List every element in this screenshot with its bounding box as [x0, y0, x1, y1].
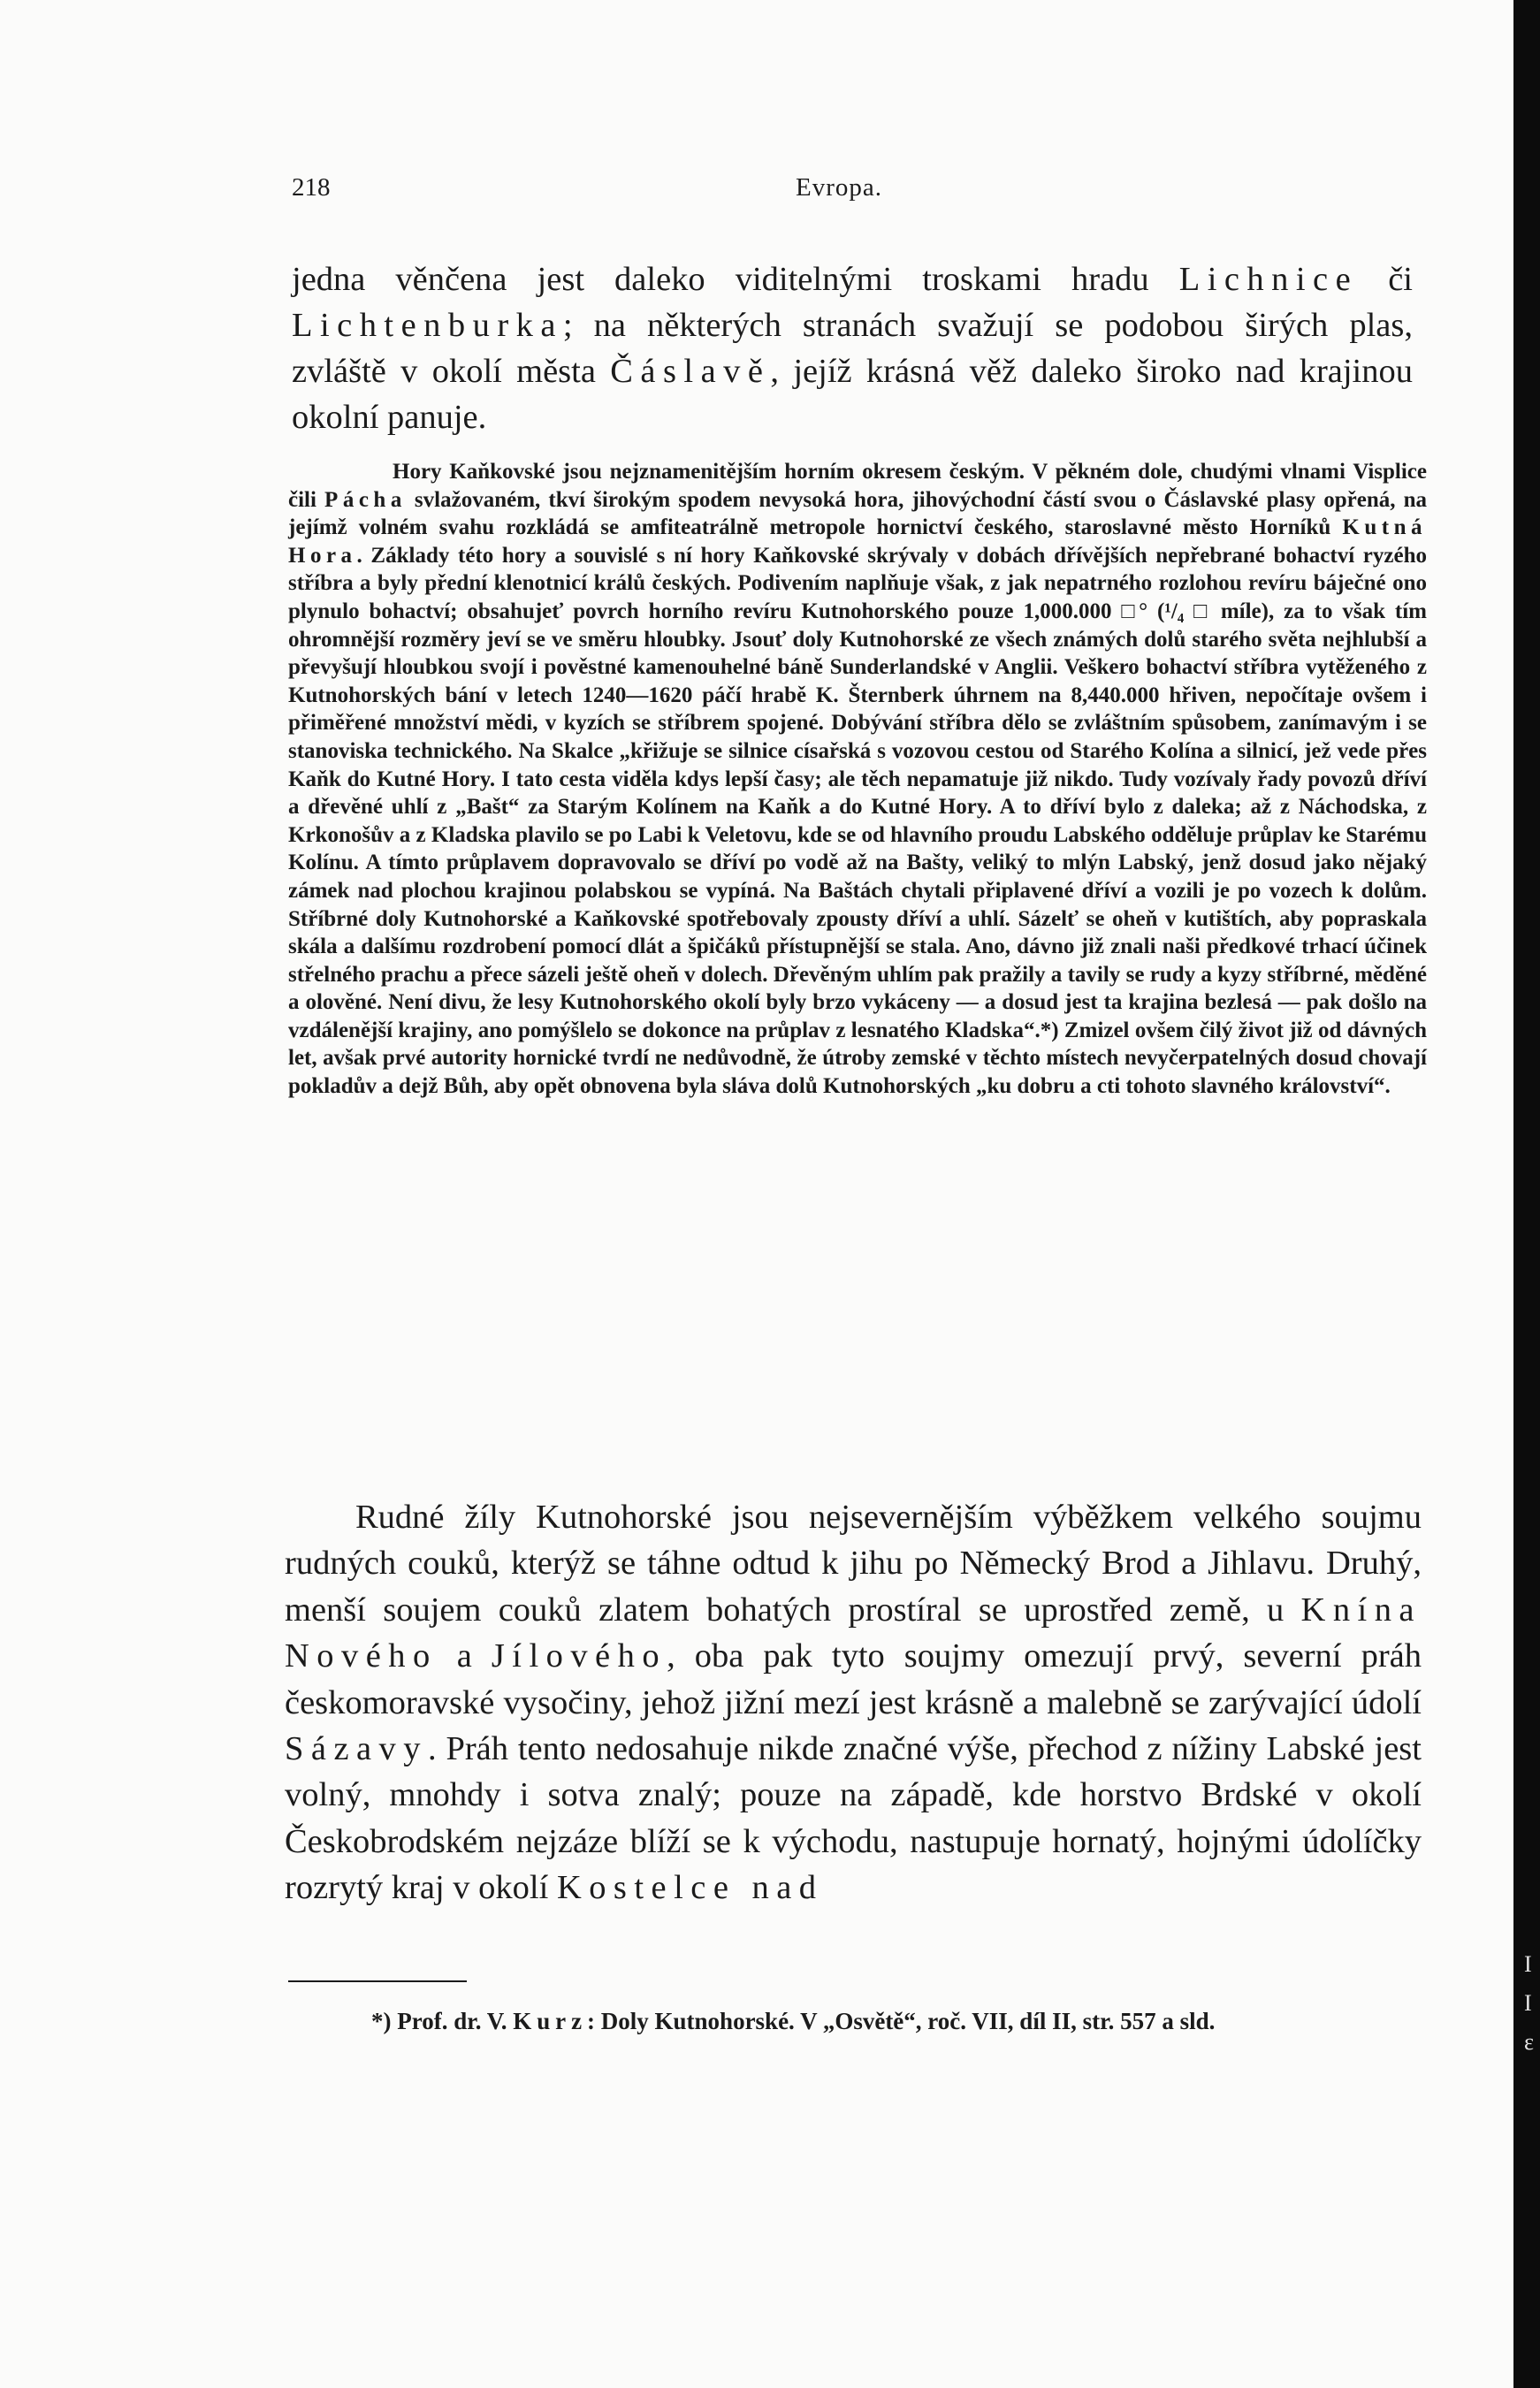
main-paragraph	[285, 1494, 1422, 1911]
small-text: . Základy této hory a souvislé s ní hory Kaňkovské skrývaly v dobách dřívějších nepřebrané bohactví ryzého stříbra a byly přední klenotnicí králů českých. Podivením naplňuje však, z jak nepatrného rozlohou revíru báječné ono plynulo bohactví; obsahujeť povrch horního revíru Kutnohorského pouze 1,000.000 □° (¹/₄ □ míle), za to však tím ohromnější rozměry jeví se ve směru hloubky. Jsouť doly Kutnohorské ze všech známých dolů starého světa nejhlubší a převyšují hloubkou svojí i pověstné kamenouhelné báně Sunderlandské v Anglii. Veškero bohactví stříbra vytěženého z Kutnohorských bání v letech 1240—1620 páčí hrabě K. Šternberk úhrnem na 8,440.000 hřiven, nepočítaje ovšem i přiměřené množství mědi, v kyzích se stříbrem spojené. Dobývání stříbra dělo se zvláštním spůsobem, zanímavým i se stanoviska technického. Na Skalce „křižuje se silnice císařská s vozovou cestou od Starého Kolína a silnicí, jež vede přes Kaňk do Kutné Hory. I tato cesta viděla kdys lepší časy; ale těch nepamatuje již nikdo. Tudy vozívaly řady povozů dříví a dřevěné uhlí z „Bašt“ za Starým Kolínem na Kaňk a do Kutné Hory. A to dříví bylo z daleka; až z Náchodska, z Krkonošův a z Kladska plavilo se po Labi k Veletovu, kde se od hlavního proudu Labského odděluje průplav ke Starému Kolínu. A tímto průplavem dopravovalo se dříví po vodě až na Bašty, veliký to mlýn Labský, jenž dosud jako nějaký zámek nad plochou krajinou polabskou se vypíná. Na Baštách chytali připlavené dříví a vozili je po vozech k dolům. Stříbrné doly Kutnohorské a Kaňkovské spotřebovaly zpousty dříví a uhlí. Sázelť se oheň v kutištích, aby popraskala skála a dalšímu rozdrobení pomocí dlát a špičáků přístupnější se stala. Ano, dávno již znali naši předkové trhací účinek střelného prachu a přece sázeli ještě oheň v dolech. Dřevěným uhlím pak pražily a tavily se rudy a kyzy stříbrné, měděné a olověné. Není divu, že lesy Kutnohorského okolí byly brzo vykáceny — a dosud jest ta krajina bezlesá — pak došlo na vzdálenější krajiny, ano pomýšlelo se dokonce na průplav z lesnatého Kladska“.*) Zmizel ovšem čilý život již od dávných let, avšak prvé autority hornické tvrdí ne nedůvodně, že útroby zemské v těchto místech nevyčerpatelných dosud chovají pokladův a dejž Bůh, aby opět obnovena byla sláva dolů Kutnohorských „ku dobru a cti tohoto slavného království“.	[288, 543, 1427, 1099]
main-text: Rudné žíly Kutnohorské jsou nejsevernějším výběžkem velkého soujmu rudných couků, kterýž se táhne odtud k jihu po Německý Brod a Jihlavu. Druhý, menší soujem couků zlatem bohatých prostíral se uprostřed země, u	[285, 1499, 1422, 1629]
place-name: Pácha	[324, 487, 407, 512]
footnote	[288, 2005, 1425, 2037]
running-title: Evropa.	[796, 173, 882, 202]
main-text: , oba pak tyto soujmy omezují prvý, severní práh českomoravské vysočiny, jehož jižní mezí jest krásně a malebně se zarývající údolí	[285, 1637, 1422, 1721]
page-number: 218	[292, 173, 331, 202]
footnote-author: Kurz	[513, 2008, 588, 2034]
lead-text: jedna věnčena jest daleko viditelnými troskami hradu	[292, 261, 1179, 298]
place-name: Čáslavě	[610, 353, 771, 390]
place-name: Lichnice	[1178, 261, 1359, 298]
small-text: Hory Kaňkovské jsou nejznamenitějším horním okresem českým. V pěkném dole, chudými vlnami Visplice čili	[288, 460, 1427, 512]
fragment-line: I	[1524, 1990, 1532, 2016]
small-text: svlažovaném, tkví širokým spodem nevysoká hora, jihovýchodní částí svou o Čáslavské plasy opřená, na jejímž volném svahu rozkládá se amfiteatrálně metropole hornictví českého, staroslavné město Horníků	[288, 487, 1428, 540]
lead-text: či	[1358, 261, 1413, 298]
main-text: a	[437, 1637, 492, 1675]
place-name: Kutná Hora	[288, 515, 1427, 568]
lead-text: , jejíž krásná věž daleko široko nad krajinou okolní panuje.	[292, 353, 1414, 436]
place-name: Sázavy	[285, 1730, 428, 1768]
footnote-rule	[288, 1980, 467, 1982]
lead-paragraph	[292, 256, 1413, 440]
facing-page-fragment	[1524, 1945, 1540, 2069]
fragment-line: ε	[1524, 2029, 1534, 2055]
footnote-text: *) Prof. dr. V.	[371, 2008, 514, 2034]
place-name: Lichtenburka	[292, 307, 563, 344]
lead-text: ; na některých stranách svažují se podobou širých plas, zvláště v okolí města	[292, 307, 1413, 390]
place-name: Knína Nového	[285, 1591, 1422, 1675]
place-name: Kostelce nad	[556, 1869, 824, 1907]
footnote-text: : Doly Kutnohorské. V „Osvětě“, roč. VII, díl II, str. 557 a sld.	[587, 2008, 1216, 2034]
small-print-paragraph	[288, 458, 1427, 1101]
main-text: . Práh tento nedosahuje nikde značné výše, přechod z nížiny Labské jest volný, mnohdy i sotva znalý; pouze na západě, kde horstvo Brdské v okolí Českobrodském nejzáze blíží se k východu, nastupuje hornatý, hojnými údolíčky rozrytý kraj v okolí	[285, 1730, 1422, 1907]
fragment-line: I	[1524, 1951, 1532, 1977]
place-name: Jílového	[491, 1637, 667, 1675]
